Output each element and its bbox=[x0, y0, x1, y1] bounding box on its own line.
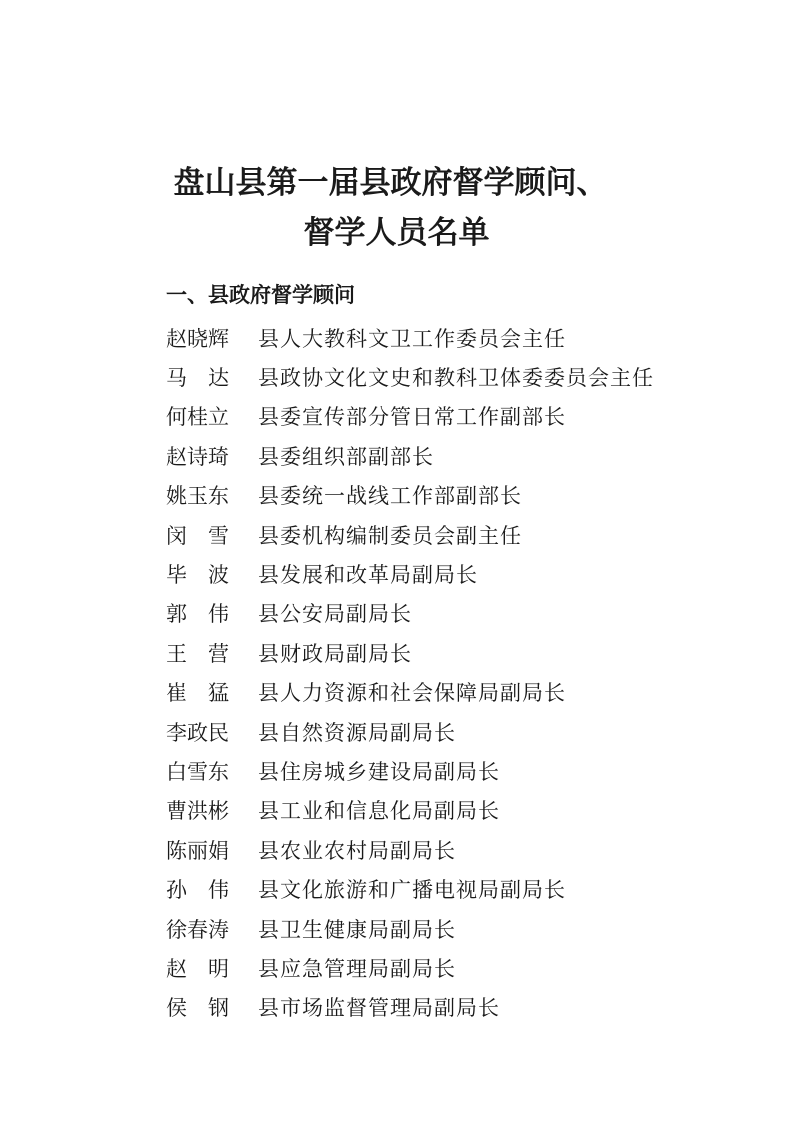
member-row bbox=[166, 909, 726, 948]
member-name: 毕 波 bbox=[166, 563, 229, 588]
member-position: 县卫生健康局副局长 bbox=[258, 917, 456, 942]
member-position: 县应急管理局副局长 bbox=[258, 956, 456, 981]
member-row bbox=[166, 318, 726, 357]
member-row bbox=[166, 988, 726, 1027]
member-position: 县财政局副局长 bbox=[258, 641, 412, 666]
member-name: 崔 猛 bbox=[166, 681, 229, 706]
member-name: 闵 雪 bbox=[166, 523, 229, 548]
member-row bbox=[166, 436, 726, 475]
member-name: 王 营 bbox=[166, 641, 229, 666]
member-row bbox=[166, 594, 726, 633]
section-heading: 一、县政府督学顾问 bbox=[166, 283, 355, 307]
member-position: 县委机构编制委员会副主任 bbox=[258, 523, 522, 548]
member-name: 马 达 bbox=[166, 366, 229, 391]
member-position: 县文化旅游和广播电视局副局长 bbox=[258, 878, 566, 903]
member-list bbox=[166, 318, 726, 1027]
member-row bbox=[166, 712, 726, 751]
member-position: 县公安局副局长 bbox=[258, 602, 412, 627]
member-row bbox=[166, 830, 726, 869]
document-title-line-1: 盘山县第一届县政府督学顾问、 bbox=[173, 165, 608, 201]
member-name: 赵 明 bbox=[166, 956, 229, 981]
document-title-line-2: 督学人员名单 bbox=[303, 215, 490, 251]
member-position: 县市场监督管理局副局长 bbox=[258, 996, 500, 1021]
member-position: 县人大教科文卫工作委员会主任 bbox=[258, 326, 566, 351]
member-row bbox=[166, 476, 726, 515]
member-name: 姚玉东 bbox=[166, 484, 229, 509]
member-position: 县政协文化文史和教科卫体委委员会主任 bbox=[258, 366, 654, 391]
member-name: 侯 钢 bbox=[166, 996, 229, 1021]
member-position: 县住房城乡建设局副局长 bbox=[258, 759, 500, 784]
member-name: 孙 伟 bbox=[166, 878, 229, 903]
member-row bbox=[166, 751, 726, 790]
member-name: 郭 伟 bbox=[166, 602, 229, 627]
member-position: 县委组织部副部长 bbox=[258, 444, 434, 469]
member-name: 曹洪彬 bbox=[166, 799, 229, 824]
member-position: 县自然资源局副局长 bbox=[258, 720, 456, 745]
member-position: 县农业农村局副局长 bbox=[258, 838, 456, 863]
member-name: 赵诗琦 bbox=[166, 444, 229, 469]
member-position: 县工业和信息化局副局长 bbox=[258, 799, 500, 824]
member-name: 李政民 bbox=[166, 720, 229, 745]
member-name: 赵晓辉 bbox=[166, 326, 229, 351]
member-row bbox=[166, 515, 726, 554]
member-row bbox=[166, 357, 726, 396]
member-row bbox=[166, 948, 726, 987]
member-name: 白雪东 bbox=[166, 759, 229, 784]
member-name: 徐春涛 bbox=[166, 917, 229, 942]
member-row bbox=[166, 673, 726, 712]
member-position: 县发展和改革局副局长 bbox=[258, 563, 478, 588]
member-row bbox=[166, 397, 726, 436]
member-row bbox=[166, 791, 726, 830]
member-position: 县委统一战线工作部副部长 bbox=[258, 484, 522, 509]
member-row bbox=[166, 554, 726, 593]
member-row bbox=[166, 869, 726, 908]
member-position: 县委宣传部分管日常工作副部长 bbox=[258, 405, 566, 430]
member-row bbox=[166, 633, 726, 672]
member-position: 县人力资源和社会保障局副局长 bbox=[258, 681, 566, 706]
member-name: 何桂立 bbox=[166, 405, 229, 430]
member-name: 陈丽娟 bbox=[166, 838, 229, 863]
